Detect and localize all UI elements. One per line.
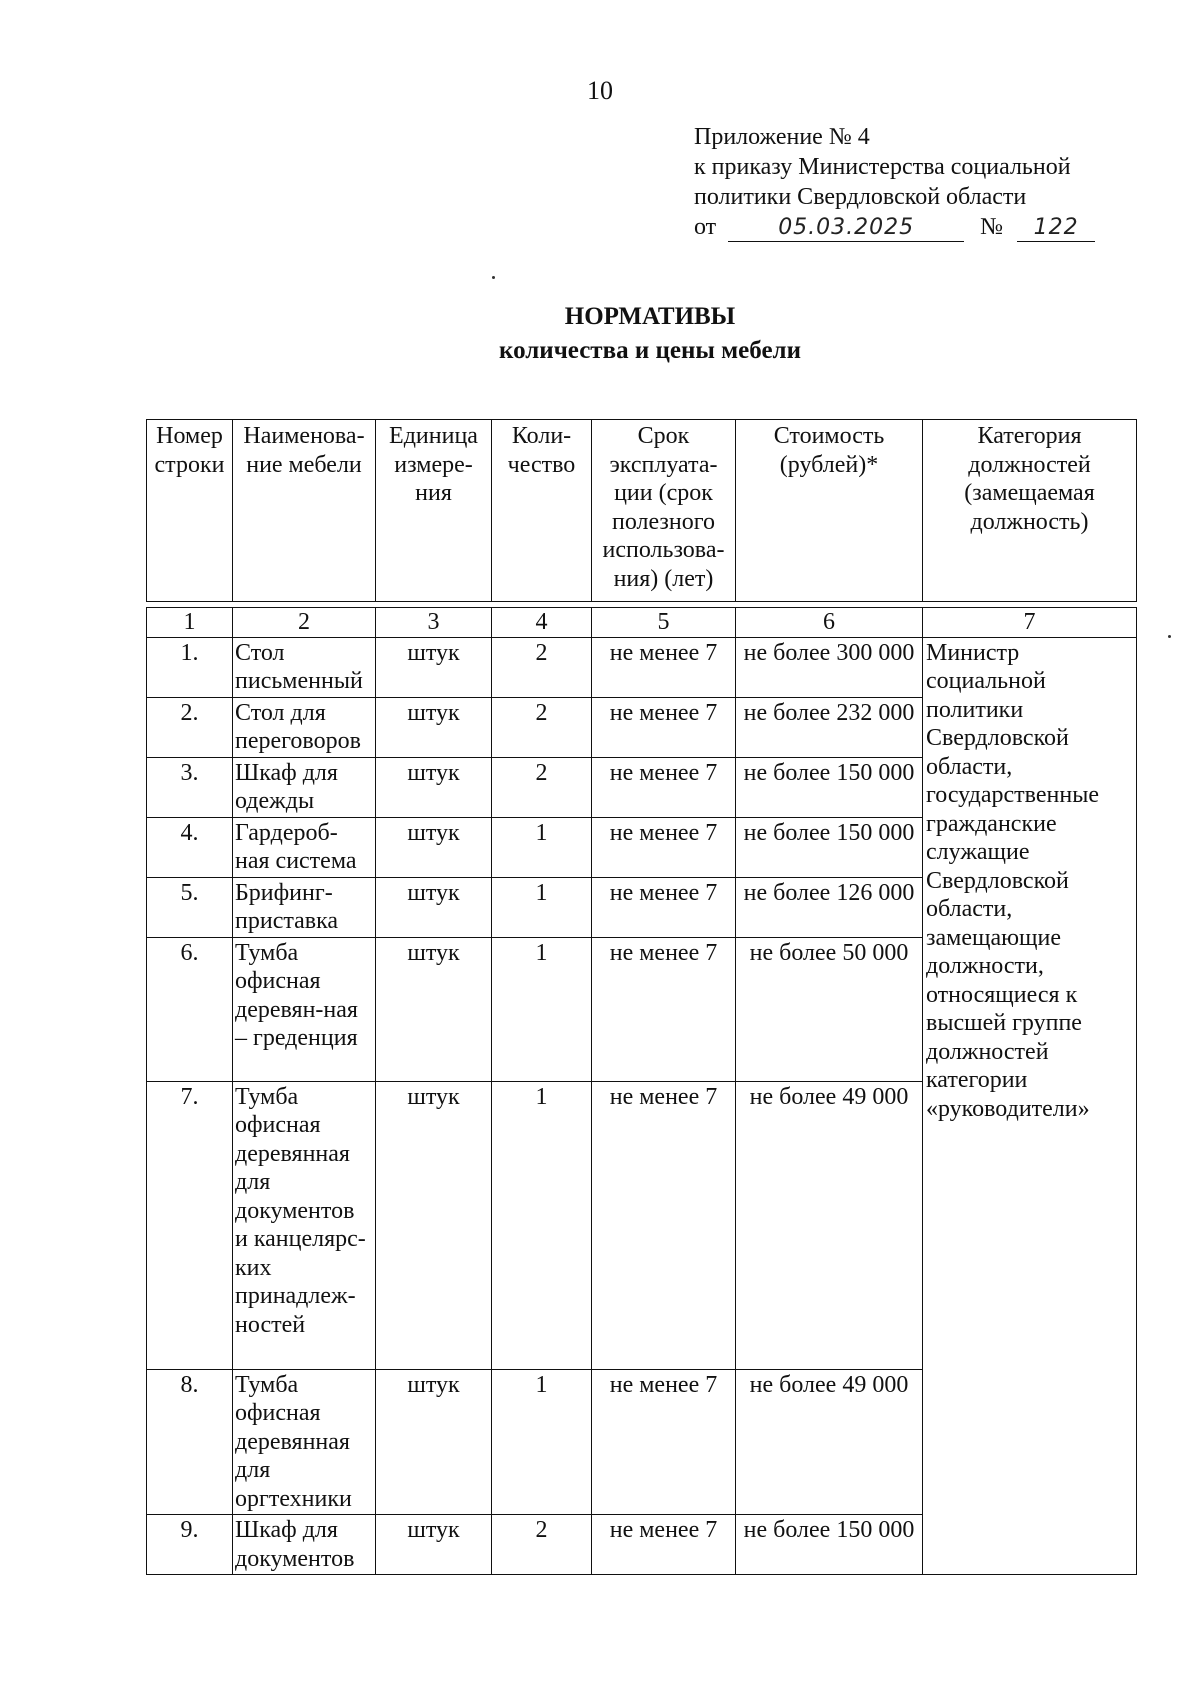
service-life: не менее 7: [592, 877, 736, 937]
row-number: 3.: [147, 757, 233, 817]
cost: не более 150 000: [736, 757, 923, 817]
header-position-category: Категория должностей (замещаемая должность): [923, 420, 1137, 602]
row-number: 7.: [147, 1081, 233, 1369]
attachment-line-1: Приложение № 4: [694, 124, 870, 150]
unit: штук: [376, 637, 492, 697]
cost: не более 126 000: [736, 877, 923, 937]
furniture-name: Гардероб-ная система: [233, 817, 376, 877]
cost: не более 150 000: [736, 817, 923, 877]
furniture-name: Брифинг-приставка: [233, 877, 376, 937]
service-life: не менее 7: [592, 1515, 736, 1575]
header-row-number: Номер строки: [147, 420, 233, 602]
service-life: не менее 7: [592, 697, 736, 757]
service-life: не менее 7: [592, 937, 736, 1081]
header-service-life: Срок эксплуата-ции (срок полезного использова-ния) (лет): [592, 420, 736, 602]
from-label: от: [694, 214, 717, 240]
handwritten-number: 122: [1017, 215, 1095, 242]
furniture-name: Шкаф для одежды: [233, 757, 376, 817]
attachment-line-2: к приказу Министерства социальной: [694, 154, 1071, 180]
title-line-1: НОРМАТИВЫ: [564, 303, 736, 330]
furniture-name: Стол письменный: [233, 637, 376, 697]
row-number: 5.: [147, 877, 233, 937]
speck: [1168, 635, 1171, 638]
speck: [492, 276, 495, 279]
row-number: 2.: [147, 697, 233, 757]
quantity: 1: [492, 877, 592, 937]
cost: не более 300 000: [736, 637, 923, 697]
quantity: 1: [492, 817, 592, 877]
column-number: 2: [233, 608, 376, 638]
row-number: 9.: [147, 1515, 233, 1575]
furniture-name: Тумба офисная деревян-ная – греденция: [233, 937, 376, 1081]
cost: не более 150 000: [736, 1515, 923, 1575]
row-number: 8.: [147, 1369, 233, 1515]
service-life: не менее 7: [592, 757, 736, 817]
quantity: 1: [492, 937, 592, 1081]
unit: штук: [376, 697, 492, 757]
row-number: 1.: [147, 637, 233, 697]
unit: штук: [376, 937, 492, 1081]
quantity: 2: [492, 757, 592, 817]
quantity: 1: [492, 1081, 592, 1369]
title-line-2: количества и цены мебели: [499, 337, 801, 364]
table-header: [146, 419, 1137, 602]
column-number: 4: [492, 608, 592, 638]
unit: штук: [376, 817, 492, 877]
header-unit: Единица измере-ния: [376, 420, 492, 602]
handwritten-date: 05.03.2025: [728, 215, 964, 242]
column-number-row: [147, 608, 1137, 638]
unit: штук: [376, 1081, 492, 1369]
column-number: 3: [376, 608, 492, 638]
quantity: 2: [492, 697, 592, 757]
number-label: №: [980, 214, 1004, 240]
header-cost: Стоимость (рублей)*: [736, 420, 923, 602]
position-category: Министр социальной политики Свердловской области, государственные гражданские служащие Свердловской области, замещающие должности, относящиеся к высшей группе должностей категории «руководители»: [923, 637, 1137, 1575]
row-number: 4.: [147, 817, 233, 877]
attachment-block: [694, 122, 1154, 242]
furniture-name: Шкаф для документов: [233, 1515, 376, 1575]
page-number: 10: [587, 76, 613, 105]
service-life: не менее 7: [592, 637, 736, 697]
quantity: 2: [492, 637, 592, 697]
unit: штук: [376, 877, 492, 937]
unit: штук: [376, 1515, 492, 1575]
service-life: не менее 7: [592, 817, 736, 877]
service-life: не менее 7: [592, 1081, 736, 1369]
unit: штук: [376, 757, 492, 817]
table-row: [147, 637, 1137, 697]
column-number: 5: [592, 608, 736, 638]
document-title: [0, 300, 1200, 368]
attachment-line-3: политики Свердловской области: [694, 184, 1027, 210]
attachment-date-line: [694, 212, 1154, 242]
header-quantity: Коли-чество: [492, 420, 592, 602]
cost: не более 50 000: [736, 937, 923, 1081]
column-number: 1: [147, 608, 233, 638]
furniture-name: Тумба офисная деревянная для оргтехники: [233, 1369, 376, 1515]
header-furniture-name: Наименова-ние мебели: [233, 420, 376, 602]
cost: не более 232 000: [736, 697, 923, 757]
unit: штук: [376, 1369, 492, 1515]
column-number: 6: [736, 608, 923, 638]
service-life: не менее 7: [592, 1369, 736, 1515]
furniture-name: Тумба офисная деревянная для документов и канцелярс-ких принадлеж-ностей: [233, 1081, 376, 1369]
quantity: 1: [492, 1369, 592, 1515]
row-number: 6.: [147, 937, 233, 1081]
furniture-name: Стол для переговоров: [233, 697, 376, 757]
column-number: 7: [923, 608, 1137, 638]
norms-table: [146, 607, 1137, 1575]
cost: не более 49 000: [736, 1081, 923, 1369]
cost: не более 49 000: [736, 1369, 923, 1515]
quantity: 2: [492, 1515, 592, 1575]
